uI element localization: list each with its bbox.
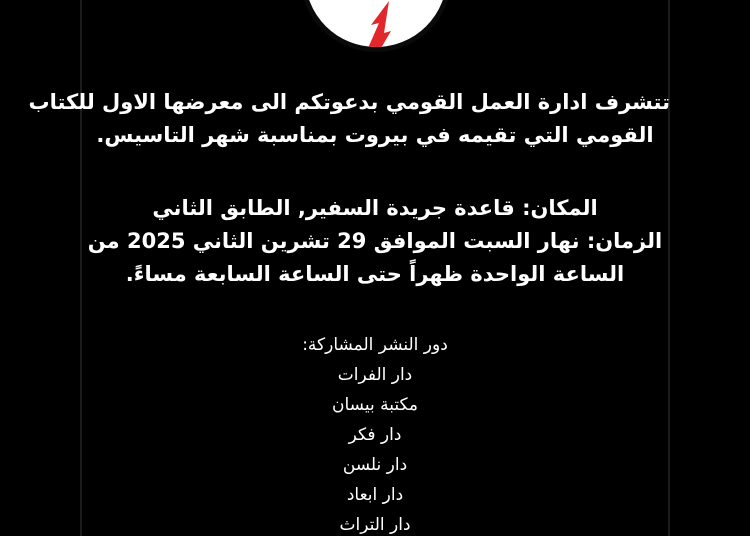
event-time-line-1: الزمان: نهار السبت الموافق 29 تشرين الثاني 2025 من: [87, 229, 663, 253]
invitation-text: [28, 86, 670, 152]
publisher-item: دار نلسن: [342, 455, 408, 475]
publisher-item: دار ابعاد: [346, 485, 404, 505]
flame-emblem-icon: [300, 0, 452, 52]
publisher-item: دار فكر: [348, 425, 402, 445]
publisher-item: دار التراث: [339, 515, 411, 535]
invitation-line-2: القومي التي تقيمه في بيروت بمناسبة شهر التاسيس.: [96, 123, 654, 147]
publisher-item: دار الفرات: [337, 365, 413, 385]
invitation-line-1: تتشرف ادارة العمل القومي بدعوتكم الى معرضها الاول للكتاب: [28, 90, 670, 114]
publishers-list: [80, 330, 670, 536]
publisher-item: مكتبة بيسان: [332, 395, 418, 415]
publishers-heading: دور النشر المشاركة:: [302, 335, 448, 355]
event-details: [80, 192, 670, 291]
event-place: المكان: قاعدة جريدة السفير, الطابق الثاني: [152, 196, 598, 220]
event-time-line-2: الساعة الواحدة ظهراً حتى الساعة السابعة مساءً.: [125, 262, 625, 286]
